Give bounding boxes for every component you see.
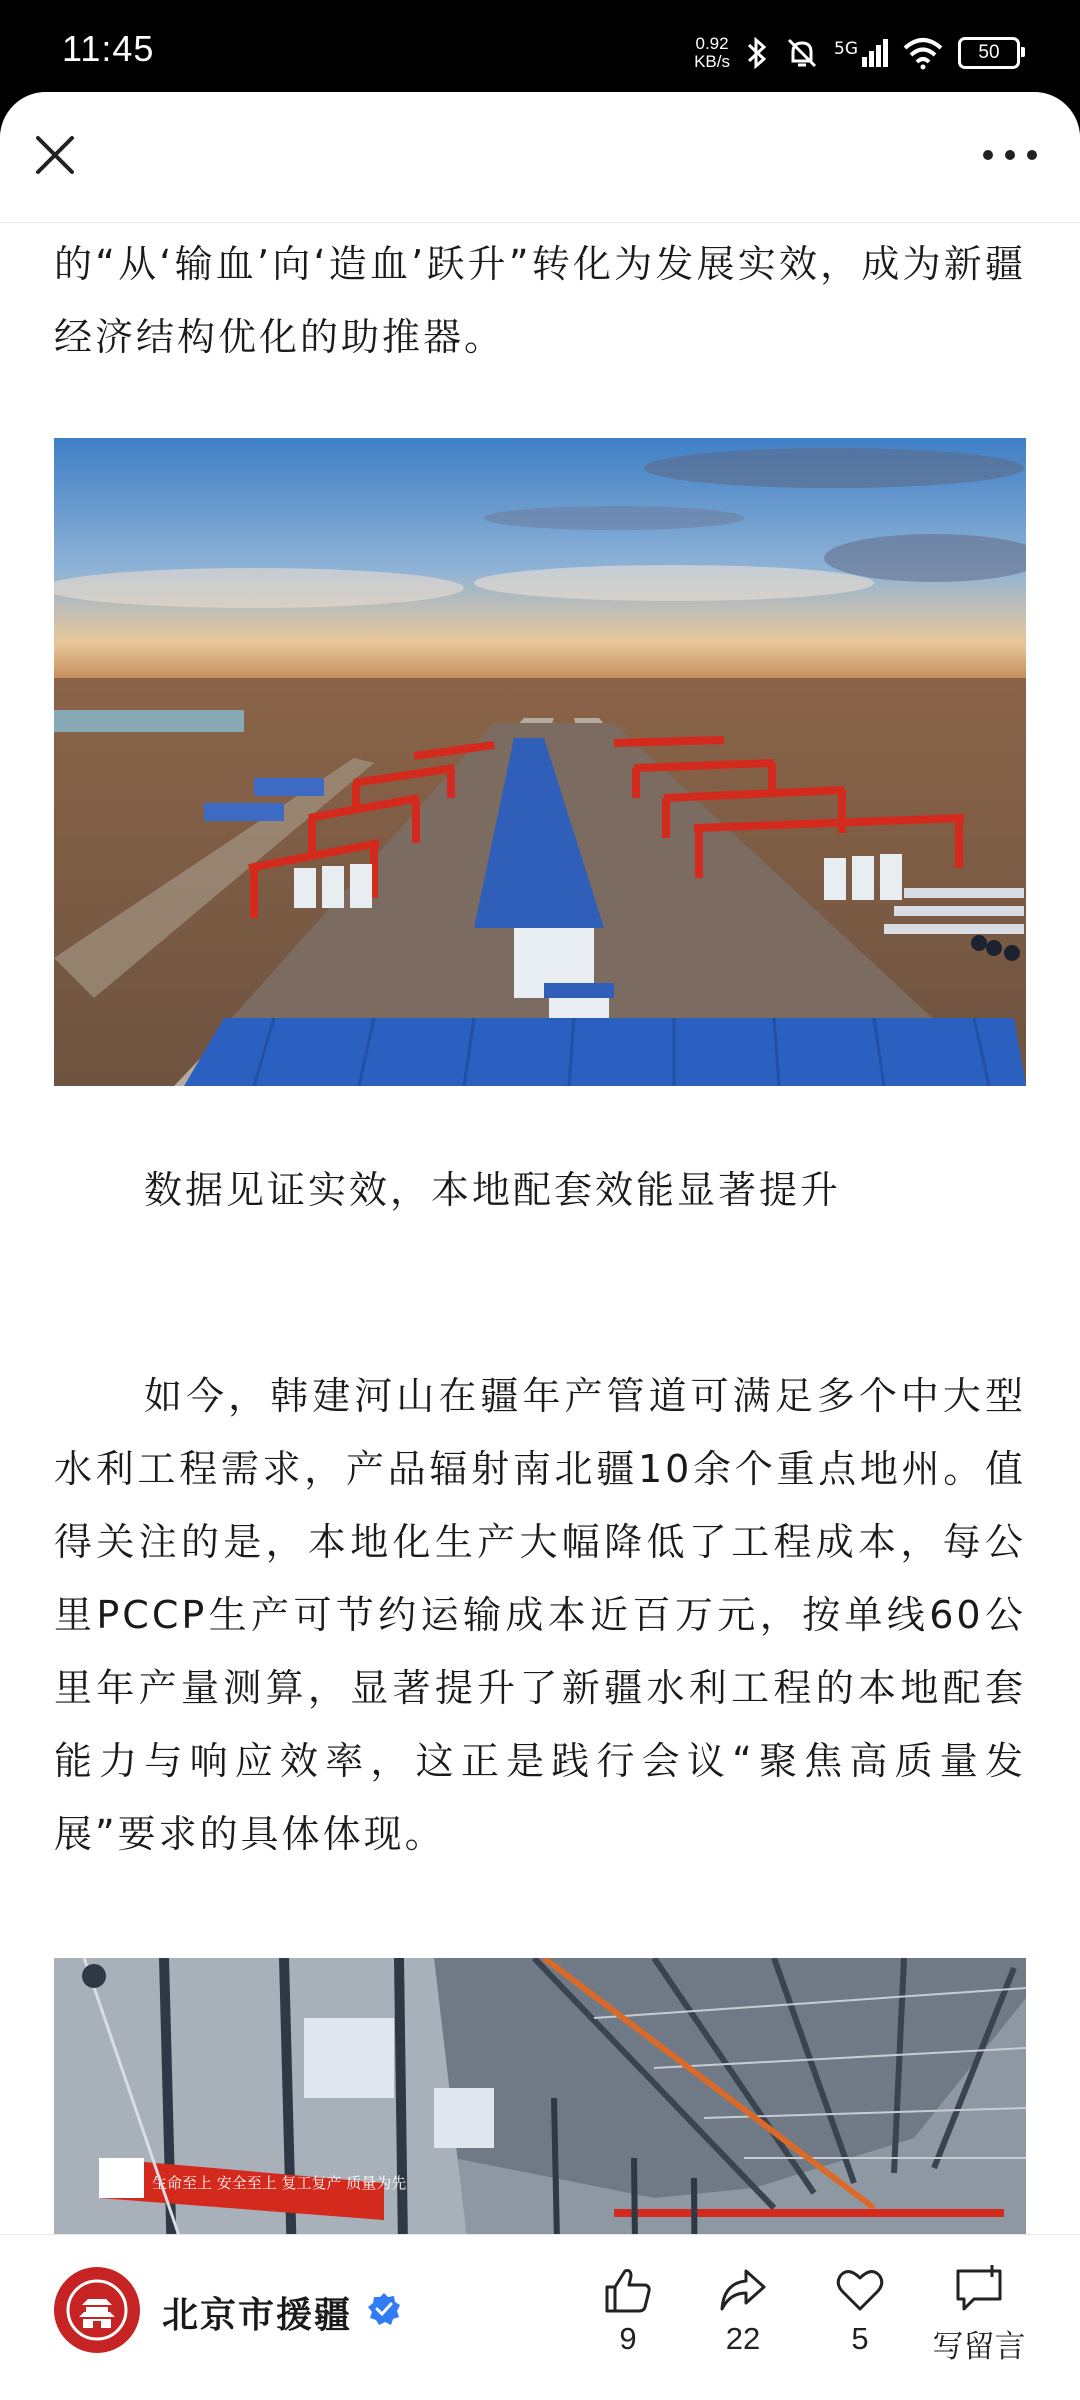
article-sheet <box>0 92 1080 2400</box>
wifi-icon <box>902 36 944 70</box>
heart-icon <box>833 2263 887 2317</box>
write-comment-button[interactable] <box>924 2263 1034 2366</box>
status-bar <box>0 0 1080 100</box>
status-time: 11:45 <box>62 28 155 69</box>
bottom-action-bar <box>0 2234 1080 2400</box>
like-count: 9 <box>619 2321 637 2356</box>
more-horizontal-icon[interactable] <box>980 140 1040 170</box>
bell-muted-icon <box>784 35 820 71</box>
share-button[interactable] <box>698 2263 788 2357</box>
account-name[interactable]: 北京市援疆 <box>162 2295 353 2336</box>
share-count: 22 <box>725 2321 761 2356</box>
like-button[interactable] <box>583 2263 673 2357</box>
thumbs-up-icon <box>601 2263 655 2317</box>
verified-badge-icon <box>366 2291 402 2327</box>
paragraph-intro: 的“从‘输血’向‘造血’跃升”转化为发展实效，成为新疆经济结构优化的助推器。 <box>54 242 1026 359</box>
account-avatar[interactable] <box>54 2267 140 2353</box>
paragraph-main: 如今，韩建河山在疆年产管道可满足多个中大型水利工程需求，产品辐射南北疆10余个重点地州。值得关注的是，本地化生产大幅降低了工程成本，每公里PCCP生产可节约运输成本近百万元，按单线60公里年产量测算，显著提升了新疆水利工程的本地配套能力与响应效率，这正是践行会议“聚焦高质量发展”要求的具体体现。 <box>54 1374 1026 1856</box>
battery-icon: 50 <box>958 37 1020 69</box>
tiananmen-logo-icon <box>66 2279 128 2341</box>
factory-aerial-photo[interactable] <box>54 438 1026 1086</box>
status-icons <box>694 30 1020 76</box>
favorite-button[interactable] <box>815 2263 905 2357</box>
top-bar <box>0 92 1080 223</box>
favorite-count: 5 <box>851 2321 869 2356</box>
section-heading: 数据见证实效，本地配套效能显著提升 <box>144 1168 842 1212</box>
comment-add-icon <box>952 2263 1006 2317</box>
write-comment-label: 写留言 <box>932 2329 1026 2364</box>
safety-banner-text: 生命至上 安全至上 复工复产 质量为先 <box>152 2174 407 2192</box>
close-icon[interactable] <box>30 130 80 180</box>
share-arrow-icon <box>716 2263 770 2317</box>
network-speed: 0.92 KB/s <box>694 34 730 71</box>
cell-signal-icon: 5G <box>834 39 888 67</box>
article-content[interactable] <box>0 222 1080 2326</box>
bluetooth-icon <box>744 35 770 71</box>
